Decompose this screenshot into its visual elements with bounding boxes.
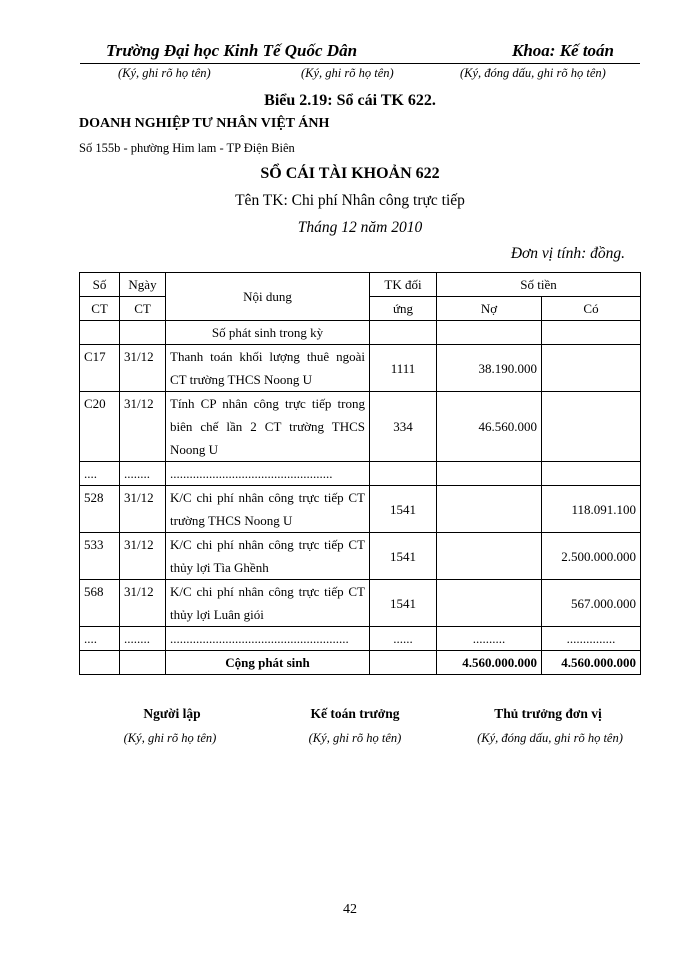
header-tk-doi-ung-2: ứng xyxy=(370,297,437,321)
cell-noi-dung: K/C chi phí nhân công trực tiếp CT thủy lợi Tìa Ghềnh xyxy=(166,533,370,580)
cell-ngay: ........ xyxy=(120,462,166,486)
company-name: DOANH NGHIỆP TƯ NHÂN VIỆT ÁNH xyxy=(79,116,330,131)
cell-noi-dung: Thanh toán khối lượng thuê ngoài CT trường THCS Noong U xyxy=(166,345,370,392)
cell-noi-dung: K/C chi phí nhân công trực tiếp CT trường THCS Noong U xyxy=(166,486,370,533)
cell-noi-dung: .................................................. xyxy=(166,462,370,486)
cell-so-ct: 528 xyxy=(80,486,120,533)
cell-so-ct: C20 xyxy=(80,392,120,462)
ledger-table xyxy=(79,272,641,675)
header-tk-doi-ung-1: TK đối xyxy=(370,273,437,297)
header-noi-dung: Nội dung xyxy=(166,273,370,321)
cell-co: 567.000.000 xyxy=(542,580,641,627)
cell-so-ct: 568 xyxy=(80,580,120,627)
cell-no: 46.560.000 xyxy=(437,392,542,462)
cell-co xyxy=(542,345,641,392)
table-row xyxy=(80,627,641,651)
cell-tk: 334 xyxy=(370,392,437,462)
cell-tk: 1111 xyxy=(370,345,437,392)
cell-tk xyxy=(370,462,437,486)
company-address: Số 155b - phường Him lam - TP Điện Biên xyxy=(79,141,295,155)
cell-no xyxy=(437,580,542,627)
signer-director-note: (Ký, đóng dấu, ghi rõ họ tên) xyxy=(477,731,623,745)
cell-co xyxy=(542,462,641,486)
cell-ngay: 31/12 xyxy=(120,486,166,533)
signer-preparer-note: (Ký, ghi rõ họ tên) xyxy=(123,731,217,745)
header-ngay-ct-2: CT xyxy=(120,297,166,321)
cell-ngay: ........ xyxy=(120,627,166,651)
department-name: Khoa: Kế toán xyxy=(512,41,615,60)
cell-no xyxy=(437,533,542,580)
header-so-ct-2: CT xyxy=(80,297,120,321)
cell-noi-dung: ....................................................... xyxy=(166,627,370,651)
total-co: 4.560.000.000 xyxy=(542,651,641,675)
table-row xyxy=(80,392,641,462)
cell-no xyxy=(437,486,542,533)
signer-director: Thủ trưởng đơn vị xyxy=(494,706,602,721)
school-name: Trường Đại học Kinh Tế Quốc Dân xyxy=(106,41,358,60)
total-label: Cộng phát sinh xyxy=(166,651,370,675)
header-note-2: (Ký, ghi rõ họ tên) xyxy=(301,66,394,80)
figure-title: Biểu 2.19: Sổ cái TK 622. xyxy=(264,92,436,109)
table-row xyxy=(80,533,641,580)
cell-no: .......... xyxy=(437,627,542,651)
table-row xyxy=(80,486,641,533)
table-row xyxy=(80,345,641,392)
cell-co: 118.091.100 xyxy=(542,486,641,533)
total-row xyxy=(80,651,641,675)
cell-no: 38.190.000 xyxy=(437,345,542,392)
header-so-ct-1: Số xyxy=(80,273,120,297)
section-label: Số phát sinh trong kỳ xyxy=(166,321,370,345)
cell-tk: 1541 xyxy=(370,580,437,627)
table-row xyxy=(80,462,641,486)
cell-noi-dung: Tính CP nhân công trực tiếp trong biên chế lần 2 CT trường THCS Noong U xyxy=(166,392,370,462)
header-so-tien: Số tiền xyxy=(437,273,641,297)
cell-ngay: 31/12 xyxy=(120,580,166,627)
signer-chief-accountant-note: (Ký, ghi rõ họ tên) xyxy=(308,731,402,745)
signer-chief-accountant: Kế toán trưởng xyxy=(310,706,400,721)
header-row-1 xyxy=(80,273,641,297)
section-row xyxy=(80,321,641,345)
cell-so-ct: 533 xyxy=(80,533,120,580)
signer-preparer: Người lập xyxy=(143,706,201,721)
total-no: 4.560.000.000 xyxy=(437,651,542,675)
table-row xyxy=(80,580,641,627)
cell-co: 2.500.000.000 xyxy=(542,533,641,580)
currency-unit: Đơn vị tính: đồng. xyxy=(510,245,625,262)
cell-ngay: 31/12 xyxy=(120,392,166,462)
header-note-1: (Ký, ghi rõ họ tên) xyxy=(118,66,211,80)
cell-tk: ...... xyxy=(370,627,437,651)
cell-tk: 1541 xyxy=(370,486,437,533)
account-name: Tên TK: Chi phí Nhân công trực tiếp xyxy=(235,192,465,209)
header-no: Nợ xyxy=(437,297,542,321)
cell-so-ct: C17 xyxy=(80,345,120,392)
ledger-title: SỔ CÁI TÀI KHOẢN 622 xyxy=(260,165,440,182)
cell-co xyxy=(542,392,641,462)
cell-ngay: 31/12 xyxy=(120,345,166,392)
period: Tháng 12 năm 2010 xyxy=(297,219,423,236)
header-note-3: (Ký, đóng dấu, ghi rõ họ tên) xyxy=(460,66,606,80)
header-co: Có xyxy=(542,297,641,321)
cell-noi-dung: K/C chi phí nhân công trực tiếp CT thủy lợi Luân giói xyxy=(166,580,370,627)
cell-no xyxy=(437,462,542,486)
cell-so-ct: .... xyxy=(80,627,120,651)
cell-so-ct: .... xyxy=(80,462,120,486)
cell-tk: 1541 xyxy=(370,533,437,580)
cell-ngay: 31/12 xyxy=(120,533,166,580)
header-divider xyxy=(80,63,640,64)
cell-co: ............... xyxy=(542,627,641,651)
page-number: 42 xyxy=(343,902,357,917)
header-ngay-ct-1: Ngày xyxy=(120,273,166,297)
